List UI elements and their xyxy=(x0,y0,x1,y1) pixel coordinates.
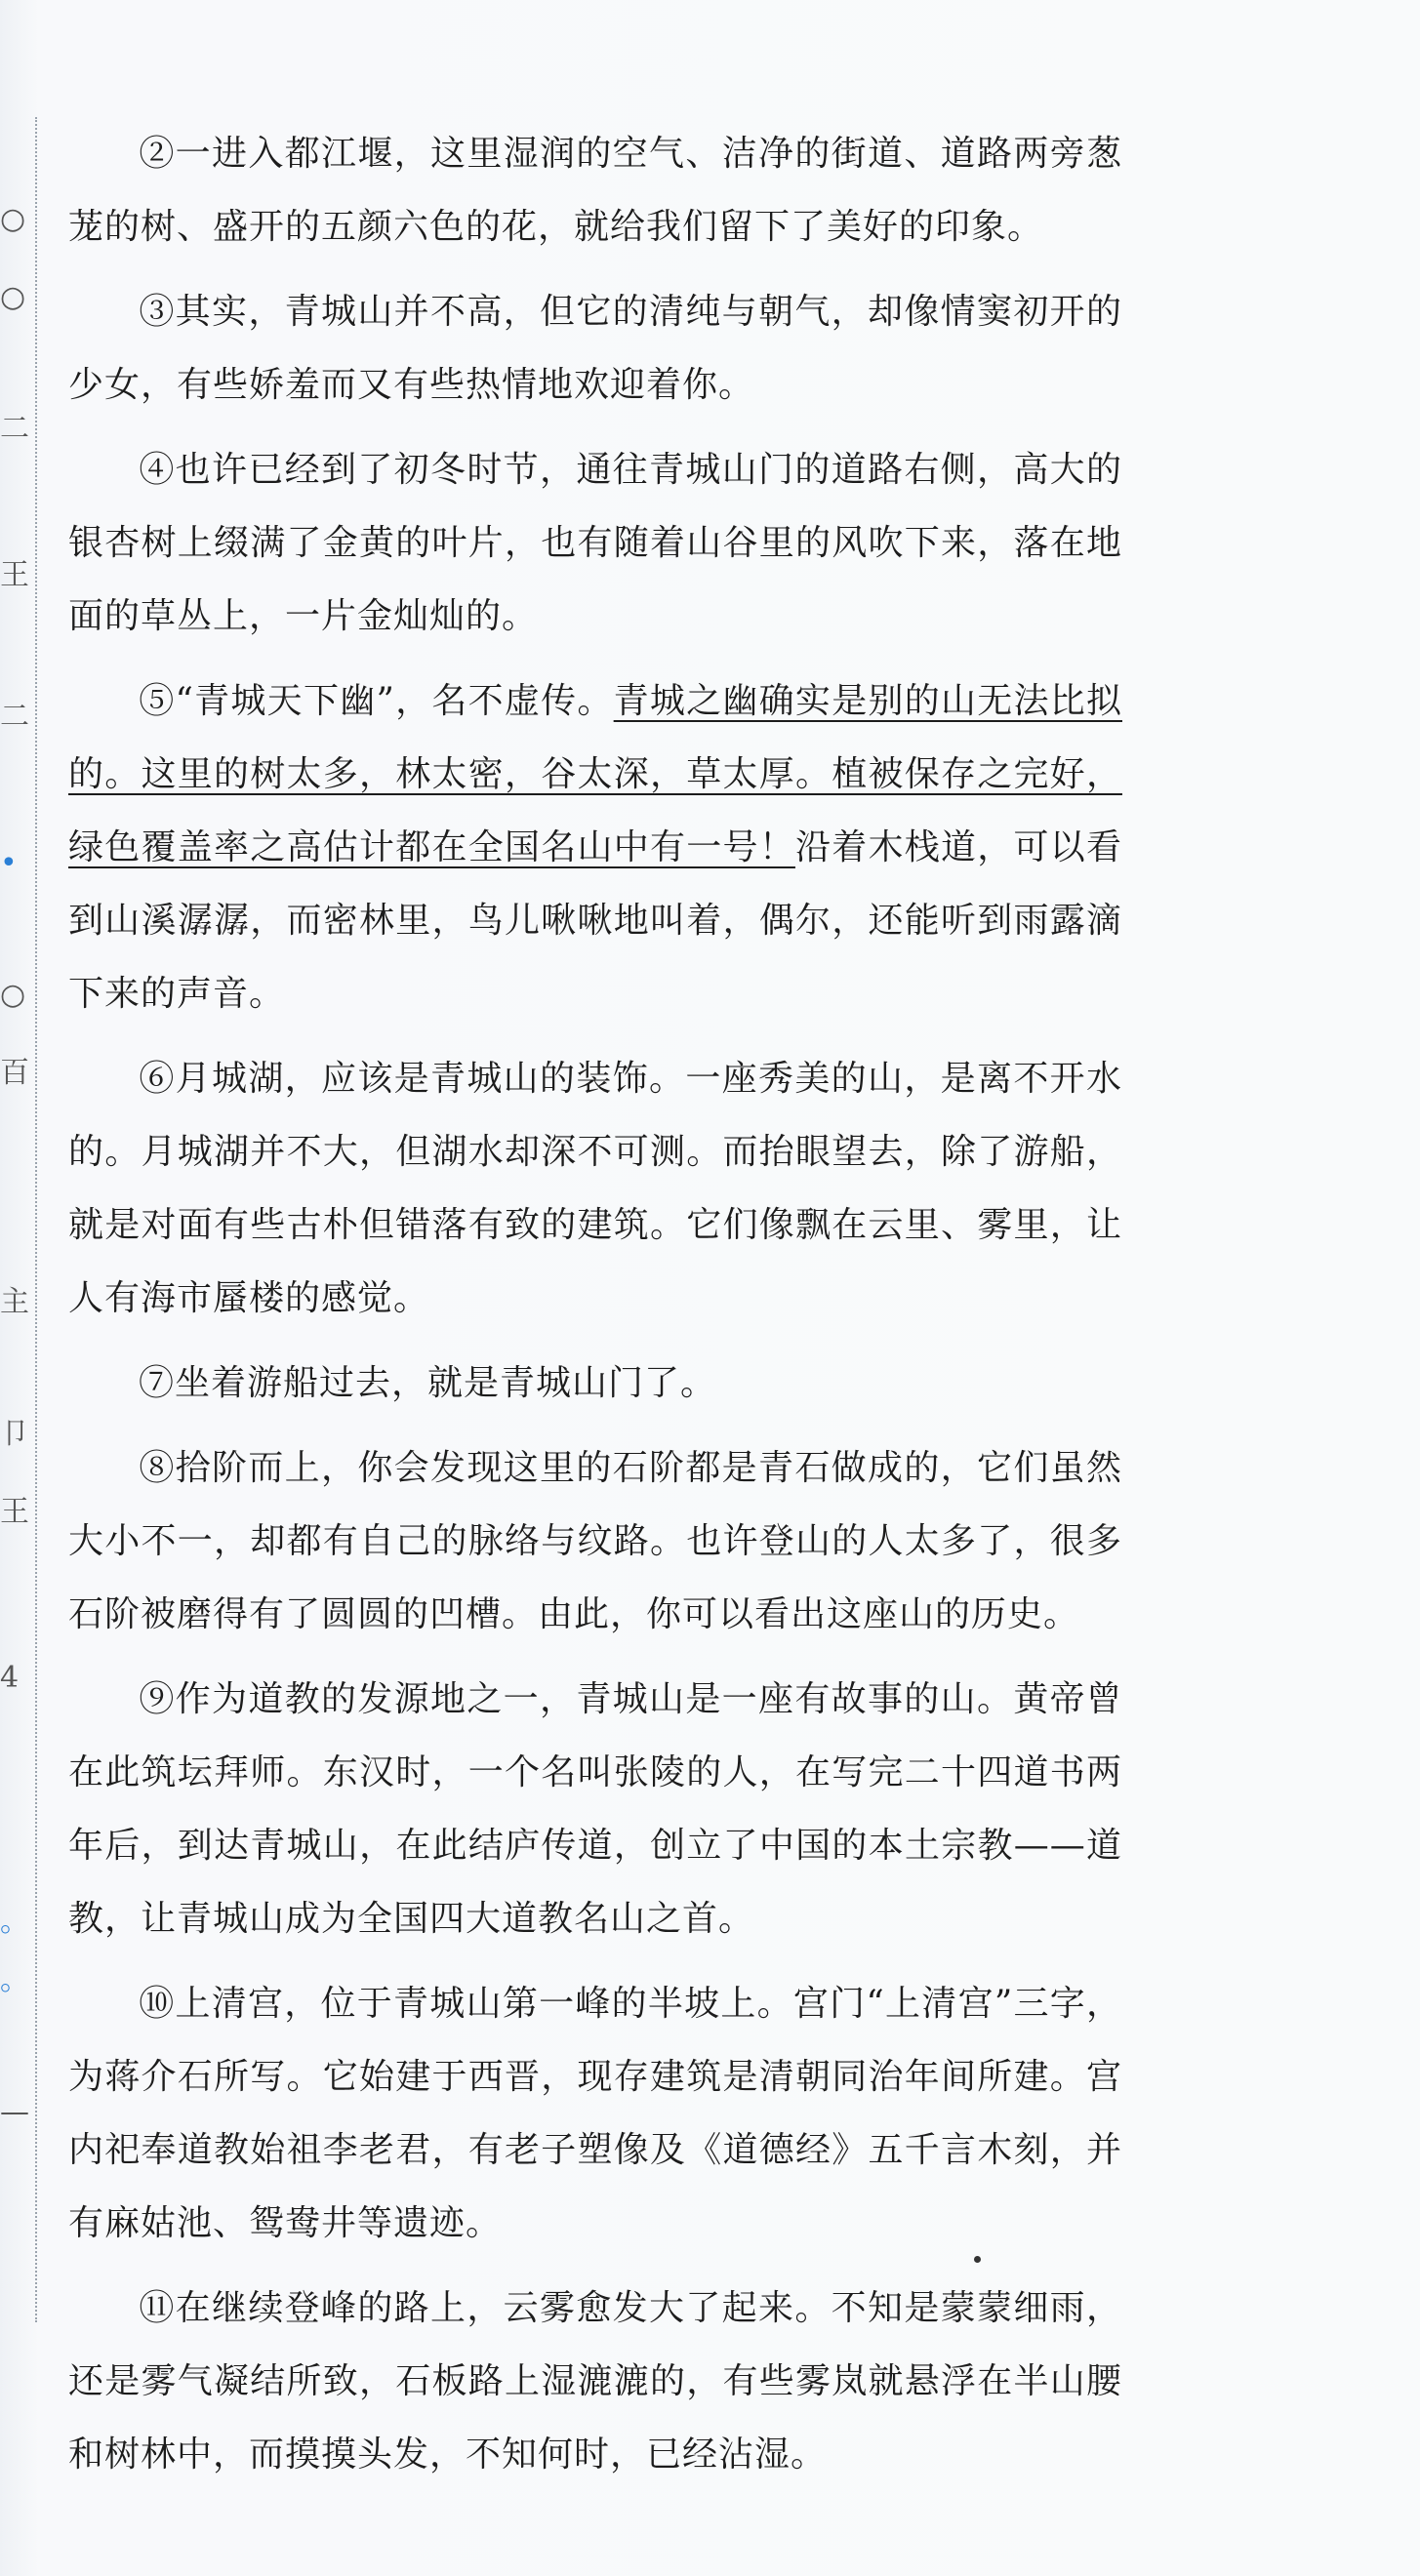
paragraph-4 xyxy=(68,433,1122,653)
paragraph-text: ⑦坐着游船过去，就是青城山门了。 xyxy=(139,1363,717,1403)
margin-glyph: 。 xyxy=(0,1905,29,1939)
margin-glyph: 百 xyxy=(0,1056,29,1090)
article-body xyxy=(68,117,1122,2503)
paragraph-10 xyxy=(68,1967,1122,2260)
margin-glyph: ○ xyxy=(0,202,26,236)
margin-glyph: 主 xyxy=(0,1285,29,1319)
paragraph-7 xyxy=(68,1347,1122,1420)
paragraph-text: ③其实，青城山并不高，但它的清纯与朝气，却像情窦初开的少女，有些娇羞而又有些热情地欢迎着你。 xyxy=(68,292,1122,405)
margin-glyph: — xyxy=(0,2095,29,2129)
ink-smudge xyxy=(974,2256,981,2263)
margin-glyph: 二 xyxy=(0,412,29,446)
margin-glyph: ○ xyxy=(0,280,26,314)
margin-glyph: ○ xyxy=(0,978,26,1012)
paragraph-text: ⑤“青城天下幽”，名不虚传。 xyxy=(139,681,614,721)
margin-glyph: 4 xyxy=(0,1661,20,1695)
paragraph-5 xyxy=(68,664,1122,1030)
paragraph-text: ⑪在继续登峰的路上，云雾愈发大了起来。不知是蒙蒙细雨，还是雾气凝结所致，石板路上湿漉漉的，有些雾岚就悬浮在半山腰和树林中，而摸摸头发，不知何时，已经沾湿。 xyxy=(68,2288,1122,2475)
paragraph-2 xyxy=(68,117,1122,263)
paragraph-text: ④也许已经到了初冬时节，通往青城山门的道路右侧，高大的银杏树上缀满了金黄的叶片，也有随着山谷里的风吹下来，落在地面的草丛上，一片金灿灿的。 xyxy=(68,450,1122,636)
paragraph-text: 沿着木栈道，可以看到山溪潺潺，而密林里，鸟儿啾啾地叫着，偶尔，还能听到雨露滴下来的声音。 xyxy=(68,827,1122,1014)
margin-glyph: 王 xyxy=(0,558,29,592)
paragraph-text: ⑥月城湖，应该是青城山的装饰。一座秀美的山，是离不开水的。月城湖并不大，但湖水却深不可测。而抬眼望去，除了游船，就是对面有些古朴但错落有致的建筑。它们像飘在云里、雾里，让人有海市蜃楼的感觉。 xyxy=(68,1059,1122,1318)
paragraph-text: ⑧拾阶而上，你会发现这里的石阶都是青石做成的，它们虽然大小不一，却都有自己的脉络与纹路。也许登山的人太多了，很多石阶被磨得有了圆圆的凹槽。由此，你可以看出这座山的历史。 xyxy=(68,1448,1122,1634)
paragraph-6 xyxy=(68,1042,1122,1335)
margin-glyph: • xyxy=(0,846,18,880)
paragraph-9 xyxy=(68,1663,1122,1955)
paragraph-text: ②一进入都江堰，这里湿润的空气、洁净的街道、道路两旁葱茏的树、盛开的五颜六色的花，就给我们留下了美好的印象。 xyxy=(68,134,1122,247)
paragraph-8 xyxy=(68,1431,1122,1651)
margin-glyph: 。 xyxy=(0,1963,29,1997)
margin-glyph: 二 xyxy=(0,700,29,734)
binding-dotted-line xyxy=(35,117,37,2322)
paragraph-11 xyxy=(68,2272,1122,2491)
paragraph-3 xyxy=(68,275,1122,422)
margin-glyph: 王 xyxy=(0,1495,29,1529)
paragraph-text: ⑨作为道教的发源地之一，青城山是一座有故事的山。黄帝曾在此筑坛拜师。东汉时，一个名叫张陵的人，在写完二十四道书两年后，到达青城山，在此结庐传道，创立了中国的本土宗教——道教，让青城山成为全国四大道教名山之首。 xyxy=(68,1679,1122,1939)
margin-glyph: 卩 xyxy=(0,1417,29,1451)
paragraph-text: ⑩上清宫，位于青城山第一峰的半坡上。宫门“上清宫”三字，为蒋介石所写。它始建于西晋，现存建筑是清朝同治年间所建。宫内祀奉道教始祖李老君，有老子塑像及《道德经》五千言木刻，并有麻姑池、鸳鸯井等遗迹。 xyxy=(68,1984,1122,2243)
underlined-passage: 青城之幽确实是别的山无法比拟的。这里的树太多，林太密，谷太深，草太厚。植被保存之完好，绿色覆盖率之高估计都在全国名山中有一号！ xyxy=(68,681,1122,867)
